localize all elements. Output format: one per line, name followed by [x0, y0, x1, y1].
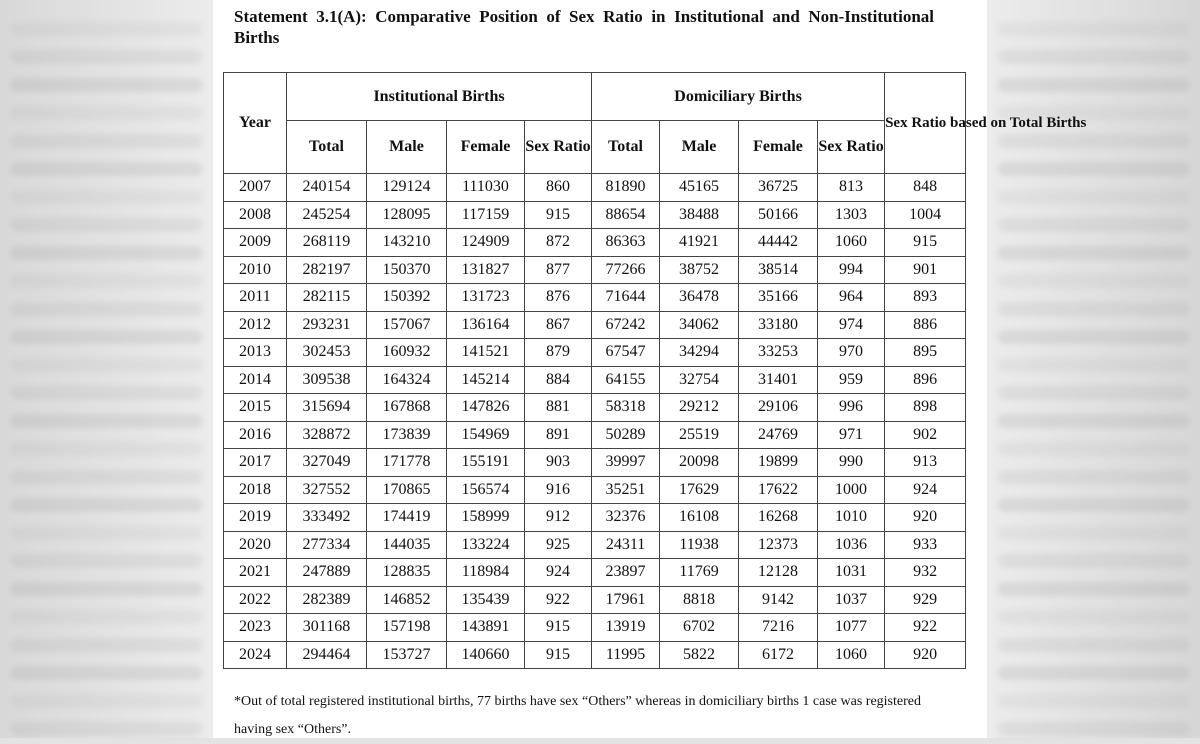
table-cell: 898 — [885, 394, 966, 422]
year-cell: 2011 — [224, 284, 287, 312]
table-cell: 6172 — [739, 641, 818, 669]
table-row — [224, 201, 966, 229]
table-cell: 36725 — [739, 174, 818, 202]
dom-female-header: Female — [739, 121, 818, 174]
table-row — [224, 366, 966, 394]
year-cell: 2023 — [224, 614, 287, 642]
year-cell: 2018 — [224, 476, 287, 504]
table-row — [224, 229, 966, 257]
table-cell: 67242 — [592, 311, 660, 339]
table-cell: 922 — [885, 614, 966, 642]
table-cell: 920 — [885, 504, 966, 532]
table-cell: 990 — [818, 449, 885, 477]
table-cell: 240154 — [287, 174, 367, 202]
table-cell: 6702 — [660, 614, 739, 642]
table-cell: 302453 — [287, 339, 367, 367]
table-cell: 924 — [885, 476, 966, 504]
year-cell: 2012 — [224, 311, 287, 339]
table-cell: 147826 — [447, 394, 525, 422]
table-cell: 901 — [885, 256, 966, 284]
table-cell: 153727 — [367, 641, 447, 669]
table-cell: 58318 — [592, 394, 660, 422]
table-cell: 171778 — [367, 449, 447, 477]
table-cell: 111030 — [447, 174, 525, 202]
table-cell: 154969 — [447, 421, 525, 449]
table-cell: 891 — [525, 421, 592, 449]
table-cell: 922 — [525, 586, 592, 614]
table-cell: 277334 — [287, 531, 367, 559]
inst-female-header: Female — [447, 121, 525, 174]
table-cell: 970 — [818, 339, 885, 367]
table-cell: 268119 — [287, 229, 367, 257]
table-cell: 881 — [525, 394, 592, 422]
table-cell: 876 — [525, 284, 592, 312]
table-cell: 932 — [885, 559, 966, 587]
table-cell: 11938 — [660, 531, 739, 559]
inst-sex-ratio-header: Sex Ratio — [525, 121, 592, 174]
table-cell: 867 — [525, 311, 592, 339]
table-cell: 879 — [525, 339, 592, 367]
table-cell: 23897 — [592, 559, 660, 587]
table-cell: 67547 — [592, 339, 660, 367]
table-cell: 1077 — [818, 614, 885, 642]
table-cell: 884 — [525, 366, 592, 394]
table-cell: 146852 — [367, 586, 447, 614]
table-cell: 33180 — [739, 311, 818, 339]
table-cell: 301168 — [287, 614, 367, 642]
table-cell: 913 — [885, 449, 966, 477]
table-cell: 1037 — [818, 586, 885, 614]
table-cell: 333492 — [287, 504, 367, 532]
table-cell: 915 — [885, 229, 966, 257]
total-sex-ratio-header: Sex Ratio based on Total Births — [885, 73, 966, 174]
table-cell: 1031 — [818, 559, 885, 587]
table-cell: 929 — [885, 586, 966, 614]
table-cell: 20098 — [660, 449, 739, 477]
table-cell: 36478 — [660, 284, 739, 312]
table-cell: 17629 — [660, 476, 739, 504]
table-cell: 71644 — [592, 284, 660, 312]
year-cell: 2024 — [224, 641, 287, 669]
dom-sex-ratio-header: Sex Ratio — [818, 121, 885, 174]
year-cell: 2017 — [224, 449, 287, 477]
table-cell: 128835 — [367, 559, 447, 587]
table-row — [224, 476, 966, 504]
table-cell: 925 — [525, 531, 592, 559]
year-cell: 2013 — [224, 339, 287, 367]
table-cell: 81890 — [592, 174, 660, 202]
table-cell: 41921 — [660, 229, 739, 257]
table-cell: 916 — [525, 476, 592, 504]
year-cell: 2009 — [224, 229, 287, 257]
table-cell: 282389 — [287, 586, 367, 614]
table-cell: 33253 — [739, 339, 818, 367]
document-page — [213, 0, 1087, 738]
year-cell: 2020 — [224, 531, 287, 559]
table-cell: 50289 — [592, 421, 660, 449]
table-cell: 896 — [885, 366, 966, 394]
table-cell: 915 — [525, 641, 592, 669]
table-cell: 19899 — [739, 449, 818, 477]
table-row — [224, 311, 966, 339]
table-cell: 860 — [525, 174, 592, 202]
table-cell: 131827 — [447, 256, 525, 284]
table-body — [224, 174, 966, 669]
institutional-births-header: Institutional Births — [287, 73, 592, 121]
table-cell: 11995 — [592, 641, 660, 669]
table-cell: 17622 — [739, 476, 818, 504]
table-cell: 174419 — [367, 504, 447, 532]
table-row — [224, 421, 966, 449]
table-cell: 971 — [818, 421, 885, 449]
table-cell: 136164 — [447, 311, 525, 339]
table-row — [224, 559, 966, 587]
table-cell: 893 — [885, 284, 966, 312]
table-cell: 118984 — [447, 559, 525, 587]
table-row — [224, 256, 966, 284]
inst-male-header: Male — [367, 121, 447, 174]
table-cell: 13919 — [592, 614, 660, 642]
year-cell: 2021 — [224, 559, 287, 587]
blurred-background-right — [987, 0, 1200, 738]
table-row — [224, 449, 966, 477]
table-row — [224, 284, 966, 312]
statement-title: Statement 3.1(A): Comparative Position of Sex Ratio in Institutional and Non-Institutional Births — [234, 7, 934, 47]
table-cell: 16268 — [739, 504, 818, 532]
table-cell: 77266 — [592, 256, 660, 284]
domiciliary-births-header: Domiciliary Births — [592, 73, 885, 121]
dom-male-header: Male — [660, 121, 739, 174]
table-cell: 996 — [818, 394, 885, 422]
table-cell: 32754 — [660, 366, 739, 394]
table-cell: 117159 — [447, 201, 525, 229]
table-cell: 915 — [525, 201, 592, 229]
blurred-background-left — [0, 0, 213, 738]
table-cell: 124909 — [447, 229, 525, 257]
table-cell: 86363 — [592, 229, 660, 257]
table-row — [224, 586, 966, 614]
table-cell: 16108 — [660, 504, 739, 532]
table-cell: 167868 — [367, 394, 447, 422]
table-cell: 964 — [818, 284, 885, 312]
table-cell: 974 — [818, 311, 885, 339]
table-cell: 9142 — [739, 586, 818, 614]
footnote: *Out of total registered institutional births, 77 births have sex “Others” whereas in domiciliary births 1 case was registered having sex “Others”. — [234, 694, 921, 737]
table-cell: 44442 — [739, 229, 818, 257]
table-cell: 7216 — [739, 614, 818, 642]
table-cell: 155191 — [447, 449, 525, 477]
table-cell: 38752 — [660, 256, 739, 284]
table-cell: 1036 — [818, 531, 885, 559]
table-cell: 1004 — [885, 201, 966, 229]
inst-total-header: Total — [287, 121, 367, 174]
table-cell: 933 — [885, 531, 966, 559]
table-row — [224, 339, 966, 367]
table-cell: 38488 — [660, 201, 739, 229]
table-row — [224, 614, 966, 642]
year-cell: 2008 — [224, 201, 287, 229]
table-cell: 912 — [525, 504, 592, 532]
table-cell: 38514 — [739, 256, 818, 284]
dom-total-header: Total — [592, 121, 660, 174]
table-cell: 157067 — [367, 311, 447, 339]
table-cell: 813 — [818, 174, 885, 202]
table-row — [224, 641, 966, 669]
table-row — [224, 394, 966, 422]
table-cell: 150392 — [367, 284, 447, 312]
table-cell: 160932 — [367, 339, 447, 367]
table-cell: 156574 — [447, 476, 525, 504]
table-cell: 245254 — [287, 201, 367, 229]
table-cell: 8818 — [660, 586, 739, 614]
table-cell: 327049 — [287, 449, 367, 477]
table-cell: 39997 — [592, 449, 660, 477]
table-cell: 131723 — [447, 284, 525, 312]
table-cell: 25519 — [660, 421, 739, 449]
table-cell: 328872 — [287, 421, 367, 449]
table-cell: 315694 — [287, 394, 367, 422]
table-cell: 12128 — [739, 559, 818, 587]
table-cell: 157198 — [367, 614, 447, 642]
table-cell: 29212 — [660, 394, 739, 422]
table-cell: 29106 — [739, 394, 818, 422]
table-cell: 924 — [525, 559, 592, 587]
table-cell: 64155 — [592, 366, 660, 394]
table-cell: 128095 — [367, 201, 447, 229]
year-cell: 2010 — [224, 256, 287, 284]
year-cell: 2014 — [224, 366, 287, 394]
table-cell: 1000 — [818, 476, 885, 504]
table-cell: 1060 — [818, 641, 885, 669]
table-cell: 32376 — [592, 504, 660, 532]
table-cell: 133224 — [447, 531, 525, 559]
table-cell: 17961 — [592, 586, 660, 614]
table-cell: 35251 — [592, 476, 660, 504]
table-cell: 1010 — [818, 504, 885, 532]
table-cell: 872 — [525, 229, 592, 257]
table-cell: 1060 — [818, 229, 885, 257]
table-cell: 848 — [885, 174, 966, 202]
table-cell: 140660 — [447, 641, 525, 669]
table-cell: 994 — [818, 256, 885, 284]
table-cell: 158999 — [447, 504, 525, 532]
table-cell: 920 — [885, 641, 966, 669]
table-cell: 902 — [885, 421, 966, 449]
table-cell: 173839 — [367, 421, 447, 449]
table-cell: 145214 — [447, 366, 525, 394]
year-cell: 2019 — [224, 504, 287, 532]
table-cell: 959 — [818, 366, 885, 394]
table-cell: 24311 — [592, 531, 660, 559]
table-cell: 35166 — [739, 284, 818, 312]
table-row — [224, 504, 966, 532]
year-cell: 2007 — [224, 174, 287, 202]
table-cell: 50166 — [739, 201, 818, 229]
table-cell: 877 — [525, 256, 592, 284]
table-cell: 45165 — [660, 174, 739, 202]
table-cell: 143891 — [447, 614, 525, 642]
table-cell: 164324 — [367, 366, 447, 394]
table-cell: 282115 — [287, 284, 367, 312]
table-cell: 247889 — [287, 559, 367, 587]
table-cell: 135439 — [447, 586, 525, 614]
table-row — [224, 531, 966, 559]
table-cell: 170865 — [367, 476, 447, 504]
table-cell: 144035 — [367, 531, 447, 559]
year-cell: 2015 — [224, 394, 287, 422]
table-cell: 915 — [525, 614, 592, 642]
table-row — [224, 174, 966, 202]
year-cell: 2022 — [224, 586, 287, 614]
table-cell: 34294 — [660, 339, 739, 367]
table-cell: 294464 — [287, 641, 367, 669]
table-cell: 327552 — [287, 476, 367, 504]
table-cell: 88654 — [592, 201, 660, 229]
table-cell: 11769 — [660, 559, 739, 587]
table-cell: 24769 — [739, 421, 818, 449]
year-cell: 2016 — [224, 421, 287, 449]
table-cell: 1303 — [818, 201, 885, 229]
sex-ratio-table — [223, 72, 1087, 669]
table-cell: 34062 — [660, 311, 739, 339]
table-cell: 282197 — [287, 256, 367, 284]
table-cell: 129124 — [367, 174, 447, 202]
table-cell: 143210 — [367, 229, 447, 257]
table-cell: 895 — [885, 339, 966, 367]
table-cell: 141521 — [447, 339, 525, 367]
table-cell: 12373 — [739, 531, 818, 559]
table-cell: 309538 — [287, 366, 367, 394]
table-cell: 886 — [885, 311, 966, 339]
table-cell: 903 — [525, 449, 592, 477]
table-cell: 5822 — [660, 641, 739, 669]
year-header: Year — [224, 73, 287, 174]
table-cell: 293231 — [287, 311, 367, 339]
table-cell: 150370 — [367, 256, 447, 284]
table-cell: 31401 — [739, 366, 818, 394]
